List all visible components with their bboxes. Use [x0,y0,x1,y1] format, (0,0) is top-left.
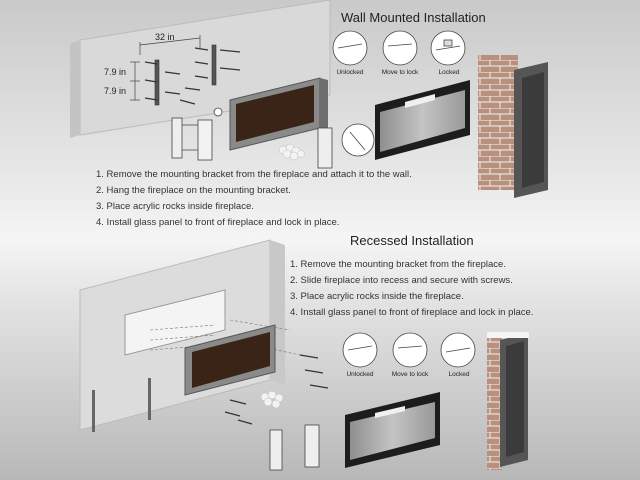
recessed-step-2: 2. Slide fireplace into recess and secure with screws. [290,275,513,286]
mount-detail [318,124,374,168]
dimension-width: 32 in [155,32,175,42]
glass-panel-bottom [345,392,440,468]
wall-mounted-title: Wall Mounted Installation [341,10,486,25]
lock-label-locked-bottom: Locked [448,371,470,378]
recessed-steps [290,257,533,321]
recessed-step-1: 1. Remove the mounting bracket from the fireplace. [290,259,506,270]
glass-panel-top [375,80,470,160]
lock-label-move-top: Move to lock [381,69,419,76]
lock-label-unlocked-top: Unlocked [336,69,364,76]
lock-label-locked-top: Locked [438,69,460,76]
dimension-height-top: 7.9 in [104,67,127,77]
wall-step-4: 4. Install glass panel to front of fireplace and lock in place. [96,217,340,228]
brick-recess-bottom [487,332,529,470]
acrylic-rocks-top [279,144,305,160]
recessed-step-4: 4. Install glass panel to front of fireplace and lock in place. [290,307,534,318]
brick-wall-top [478,55,518,190]
lock-diagrams-top [333,31,465,65]
side-profile-top [514,62,548,198]
wall-step-3: 3. Place acrylic rocks inside fireplace. [96,201,254,212]
recessed-step-3: 3. Place acrylic rocks inside the fireplace. [290,291,464,302]
wall-mounted-steps [96,167,412,231]
acrylic-rocks-bottom [261,391,283,408]
dimension-height-bottom: 7.9 in [104,86,127,96]
lock-label-unlocked-bottom: Unlocked [346,371,374,378]
lock-diagrams-bottom [343,333,475,367]
lock-label-move-bottom: Move to lock [391,371,429,378]
wall-step-1: 1. Remove the mounting bracket from the fireplace and attach it to the wall. [96,169,412,180]
bracket-detail-bottom [270,425,319,470]
recessed-title: Recessed Installation [350,233,474,248]
wall-step-2: 2. Hang the fireplace on the mounting bracket. [96,185,291,196]
